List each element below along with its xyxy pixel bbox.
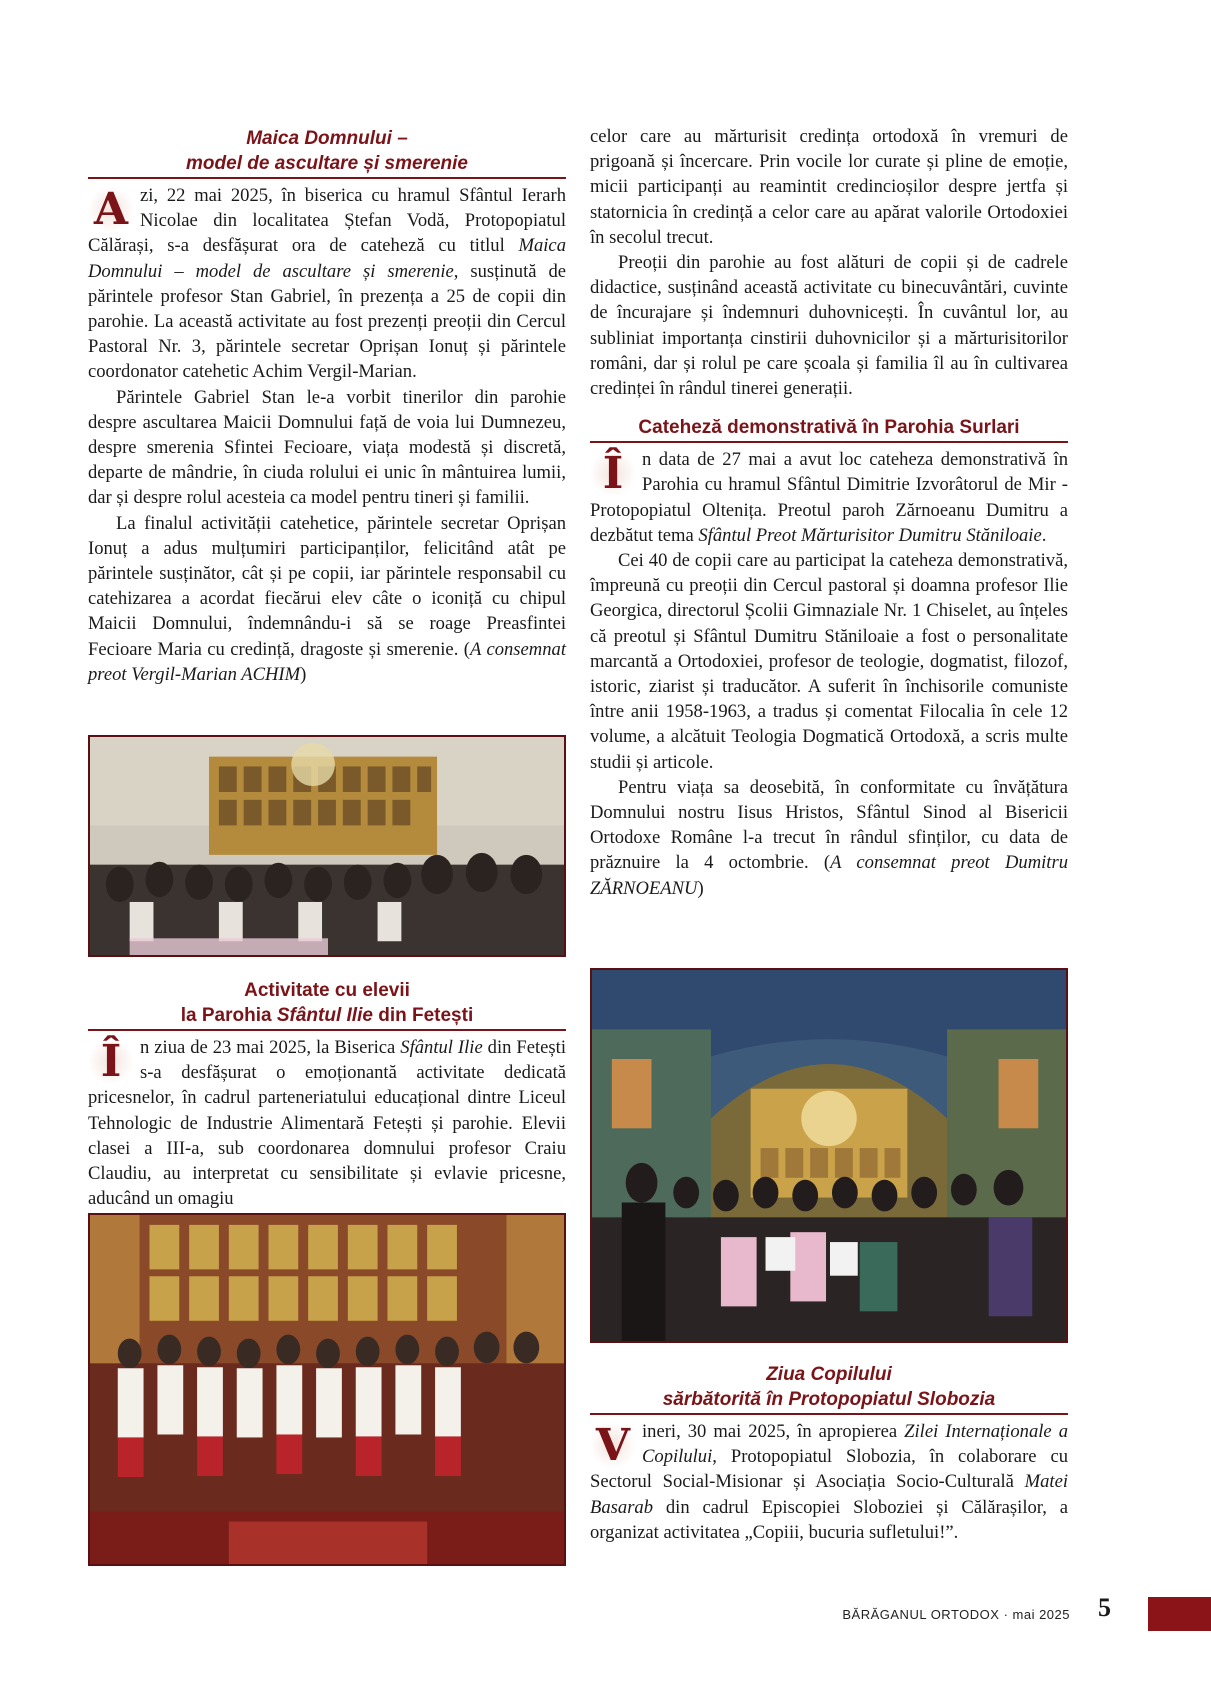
heading-line: model de ascultare și smerenie [186, 153, 468, 174]
paragraph: La finalul activității catehetice, părintele secretar Oprișan Ionuț a adus mulțumiri participanților, felicitând atât pe părintele susținător, cât și pe copii, iar părintele responsabil cu catehizarea a acordat fiecărui elev câte o iconiță cu chipul Maicii Domnului, îndemnându-i să se roage Preasfintei Fecioare Maria cu credință, dragoste și smerenie. (A consemnat preot Vergil-Marian ACHIM) [88, 512, 566, 685]
heading-line: Maica Domnului – [246, 128, 408, 149]
paragraph: Părintele Gabriel Stan le-a vorbit tinerilor din parohie despre ascultarea Maicii Domnului față de voia lui Dumnezeu, despre smerenia Sfintei Fecioare, viața modestă și discretă, departe de mândrie, în ciuda rolului ei unic în mântuirea lumii, dar și despre rolul acesteia ca model pentru tineri și familii. [88, 386, 566, 509]
paragraph: Cei 40 de copii care au participat la cateheza demonstrativă, împreună cu preoții din Cercul pastoral și doamna profesor Ilie Georgica, directorul Școlii Gimnaziale Nr. 1 Chiselet, au înțeles că preotul și Sfântul Dumitru Stăniloaie a fost o personalitate marcantă a Ortodoxiei, profesor de teologie, dogmatist, filozof, istoric, ziarist și traducător. A suferit în închisorile comuniste între anii 1958-1963, a tradus și comentat Filocalia în cele 12 volume, a alcătuit Teologia Dogmatică Ortodoxă, a scris multe studii și articole. [590, 550, 1068, 773]
heading-line: Activitate cu elevii [244, 980, 410, 1001]
page-number: 5 [1098, 1593, 1111, 1622]
left-column [88, 126, 566, 687]
article-heading-fetesti [88, 978, 566, 1031]
photo-children-costumes-fetesti [88, 1213, 566, 1566]
article-body-maica [88, 183, 566, 687]
paragraph: n ziua de 23 mai 2025, la Biserica Sfântul Ilie din Fetești s-a desfășurat o emoționantă activitate dedicată pricesnelor, în cadrul parteneriatului educațional dintre Liceul Tehnologic de Industrie Alimentară Fetești și parohie. Elevii clasei a III-a, sub coordonarea domnului profesor Craiu Claudiu, au interpretat cu sensibilitate și evlavie pricesne, aducând un omagiu [88, 1037, 566, 1210]
author-signature: A consemnat preot Dumitru ZĂRNOEANU [590, 852, 1068, 899]
paragraph: ineri, 30 mai 2025, în apropierea Zilei Internaționale a Copilului, Protopopiatul Slobozia, în colaborare cu Sectorul Social-Misionar și Asociația Socio-Culturală Matei Basarab din cadrul Episcopiei Sloboziei și Călărașilor, a organizat activitatea „Copiii, bucuria sufletului!”. [590, 1421, 1068, 1543]
drop-cap: V [590, 1422, 636, 1469]
article-heading-surlari: Cateheză demonstrativă în Parohia Surlari [590, 415, 1068, 443]
paragraph: n data de 27 mai a avut loc cateheza demonstrativă în Parohia cu hramul Sfântul Dimitrie Izvorâtorul de Mir - Protopopiatul Oltenița. Preotul paroh Zărnoeanu Dumitru a dezbătut tema Sfântul Preot Mărturisitor Dumitru Stăniloaie. [590, 449, 1068, 546]
article-body-fetesti-continued [590, 124, 1068, 401]
article-heading-copilului [590, 1362, 1068, 1415]
article-body-copilului [590, 1419, 1068, 1545]
author-signature: A consemnat preot Vergil-Marian ACHIM [88, 638, 566, 685]
paragraph: zi, 22 mai 2025, în biserica cu hramul Sfântul Ierarh Nicolae din localitatea Ștefan Vodă, Protopopiatul Călărași, s-a desfășurat ora de cateheză cu titlul Maica Domnului – model de ascultare și smerenie, susținută de părintele profesor Stan Gabriel, în prezența a 25 de copii din parohie. La această activitate au fost prezenți preoții din Cercul Pastoral Nr. 3, părintele secretar Oprișan Ionuț și părintele coordonator catehetic Achim Vergil-Marian. [88, 185, 566, 383]
article-heading-maica [88, 126, 566, 179]
drop-cap: Î [88, 1038, 134, 1085]
photo-church-group-surlari [590, 968, 1068, 1343]
left-column-lower [88, 978, 566, 1211]
article-body-surlari [590, 447, 1068, 901]
paragraph: celor care au mărturisit credința ortodoxă în vremuri de prigoană și încercare. Prin vocile lor curate și pline de emoție, micii participanți au reamintit credincioșilor despre jertfa și statornicia în credință a celor care au apărat valorile Ortodoxiei în secolul trecut. [590, 126, 1068, 248]
heading-line: la Parohia Sfântul Ilie din Fetești [180, 1005, 474, 1026]
heading-line: sărbătorită în Protopopiatul Slobozia [662, 1389, 996, 1410]
right-column [590, 126, 1068, 901]
footer-accent-bar [1148, 1597, 1211, 1631]
heading-line: Ziua Copilului [766, 1364, 892, 1385]
right-column-lower [590, 1362, 1068, 1545]
drop-cap: A [88, 186, 134, 233]
paragraph: Pentru viața sa deosebită, în conformitate cu învățătura Domnului nostru Iisus Hristos, Sfântul Sinod al Bisericii Ortodoxe Române l-a trecut în rândul sfinților, cu data de prăznuire la 4 octombrie. (A consemnat preot Dumitru ZĂRNOEANU) [590, 776, 1068, 899]
paragraph: Preoții din parohie au fost alături de copii și de cadrele didactice, susținând această activitate cu binecuvântări, cuvinte de încurajare și îndemnuri duhovnicești. În cuvântul lor, au subliniat importanța cinstirii duhovnicilor și a mărturisitorilor români, dar și rolul pe care școala și familia îl au în cultivarea credinței în rândul tinerei generații. [590, 252, 1068, 400]
article-body-fetesti [88, 1035, 566, 1211]
footer-publication: BĂRĂGANUL ORTODOX · mai 2025 [842, 1607, 1070, 1622]
photo-church-group-stefan-voda [88, 735, 566, 957]
drop-cap: Î [590, 450, 636, 497]
